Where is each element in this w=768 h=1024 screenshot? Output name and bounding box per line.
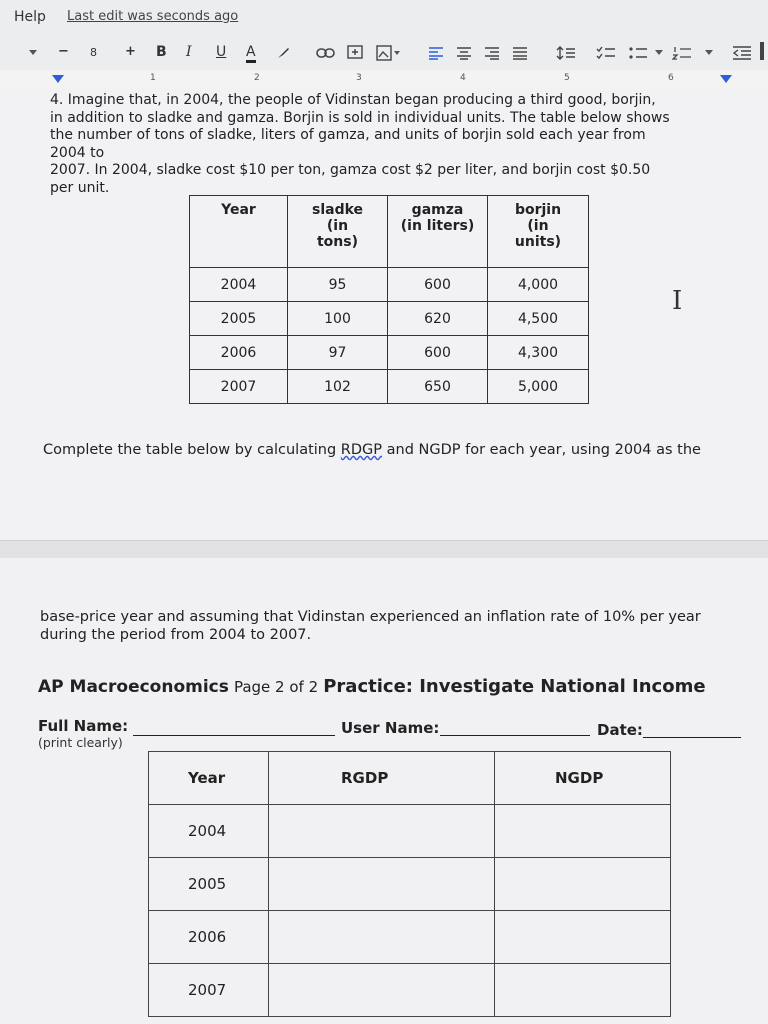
instruction-line: during the period from 2004 to 2007. [40, 626, 312, 643]
misspelled-word[interactable]: RDGP [340, 442, 383, 458]
date-field[interactable] [643, 737, 741, 738]
table-cell: 650 [388, 370, 488, 404]
italic-button[interactable]: I [186, 44, 192, 60]
menu-bar [0, 0, 768, 34]
column-header-year: Year [190, 196, 288, 268]
table-cell: 100 [288, 302, 388, 336]
insert-comment-icon[interactable] [347, 45, 363, 61]
toolbar [0, 36, 768, 70]
ngdp-answer-cell[interactable] [495, 858, 671, 911]
align-center-icon[interactable] [456, 46, 472, 60]
text-cursor-icon: I [672, 286, 683, 316]
toolbar-overflow-edge [760, 42, 764, 60]
document-page-2[interactable] [0, 558, 768, 1024]
rgdp-answer-cell[interactable] [269, 805, 495, 858]
full-name-label: Full Name: (print clearly) [38, 717, 129, 750]
date-label: Date: [597, 721, 643, 739]
table-row [190, 336, 589, 370]
assignment-title: Practice: Investigate National Income [323, 676, 706, 697]
font-size-decrease-button[interactable]: − [58, 44, 69, 59]
align-justify-icon[interactable] [512, 46, 528, 60]
help-menu[interactable]: Help [14, 9, 46, 25]
full-name-field[interactable] [133, 735, 335, 736]
ruler-mark: 6 [668, 73, 674, 83]
numbered-list-icon[interactable] [672, 46, 692, 60]
font-size-field[interactable]: 8 [90, 46, 97, 59]
document-page-1[interactable] [0, 88, 768, 540]
rgdp-answer-cell[interactable] [269, 858, 495, 911]
question-line: 2004 to [50, 144, 105, 161]
ruler-mark: 4 [460, 73, 466, 83]
ruler-mark: 3 [356, 73, 362, 83]
table-row [190, 268, 589, 302]
question-line: 2007. In 2004, sladke cost $10 per ton, gamza cost $2 per liter, and borjin cost $0.50 [50, 162, 651, 178]
column-header-sladke: sladke (in tons) [288, 196, 388, 268]
table-row [190, 302, 589, 336]
bulleted-list-icon[interactable] [628, 46, 648, 60]
table-cell: 600 [388, 268, 488, 302]
table-row [149, 805, 671, 858]
last-edit-link[interactable]: Last edit was seconds ago [67, 9, 239, 24]
page-heading [38, 676, 706, 697]
instruction-part: Complete the table below by calculating [43, 442, 341, 458]
font-size-increase-button[interactable]: + [125, 44, 136, 59]
rgdp-answer-cell[interactable] [269, 964, 495, 1017]
question-line: 4. Imagine that, in 2004, the people of Vidinstan began producing a third good, borjin, [50, 92, 656, 108]
table-header-row [149, 752, 671, 805]
user-name-label: User Name: [341, 719, 440, 737]
table-cell: 4,300 [488, 336, 589, 370]
text-color-button[interactable]: A [246, 44, 256, 63]
bulleted-list-dropdown-icon[interactable] [654, 49, 664, 57]
line-spacing-icon[interactable] [556, 46, 576, 60]
question-text [50, 92, 715, 197]
table-cell: 2006 [149, 911, 269, 964]
bold-button[interactable]: B [156, 44, 167, 60]
question-line: per unit. [50, 179, 110, 196]
page-number: Page 2 of 2 [233, 678, 319, 696]
checklist-icon[interactable] [596, 46, 616, 60]
table-cell: 95 [288, 268, 388, 302]
table-cell: 2006 [190, 336, 288, 370]
column-header-borjin: borjin (in units) [488, 196, 589, 268]
right-indent-marker[interactable] [720, 75, 732, 83]
numbered-list-dropdown-icon[interactable] [704, 49, 714, 57]
table-cell: 620 [388, 302, 488, 336]
table-row [149, 911, 671, 964]
instruction-part: and NGDP for each year, using 2004 as the [382, 442, 701, 458]
question-line: in addition to sladke and gamza. Borjin is sold in individual units. The table below shows [50, 109, 670, 126]
insert-image-icon[interactable] [376, 45, 402, 61]
link-icon[interactable] [316, 47, 336, 59]
page-break [0, 540, 768, 560]
gdp-table [148, 751, 671, 1017]
ruler-mark: 5 [564, 73, 570, 83]
ngdp-answer-cell[interactable] [495, 911, 671, 964]
column-header-ngdp: NGDP [495, 752, 671, 805]
table-cell: 5,000 [488, 370, 589, 404]
user-name-field[interactable] [440, 735, 590, 736]
highlight-pen-icon[interactable] [276, 47, 290, 59]
column-header-year: Year [149, 752, 269, 805]
table-cell: 4,000 [488, 268, 589, 302]
table-cell: 4,500 [488, 302, 589, 336]
table-cell: 2007 [149, 964, 269, 1017]
table-cell: 2007 [190, 370, 288, 404]
ngdp-answer-cell[interactable] [495, 805, 671, 858]
table-row [149, 858, 671, 911]
left-indent-marker[interactable] [52, 75, 64, 83]
instruction-line: base-price year and assuming that Vidinstan experienced an inflation rate of 10% per year [40, 609, 701, 625]
table-cell: 97 [288, 336, 388, 370]
print-clearly-note: (print clearly) [38, 735, 123, 750]
question-line: the number of tons of sladke, liters of gamza, and units of borjin sold each year from [50, 127, 646, 143]
course-title: AP Macroeconomics [38, 677, 229, 697]
table-row [190, 370, 589, 404]
align-left-icon[interactable] [428, 46, 444, 60]
table-cell: 2004 [149, 805, 269, 858]
table-row [149, 964, 671, 1017]
table-header-row [190, 196, 589, 268]
table-cell: 102 [288, 370, 388, 404]
column-header-gamza: gamza (in liters) [388, 196, 488, 268]
ruler-mark: 2 [254, 73, 260, 83]
table-cell: 600 [388, 336, 488, 370]
align-right-icon[interactable] [484, 46, 500, 60]
ngdp-answer-cell[interactable] [495, 964, 671, 1017]
column-header-rgdp: RGDP [269, 752, 495, 805]
instruction-text [43, 442, 701, 458]
decrease-indent-icon[interactable] [732, 46, 752, 60]
ruler-mark: 1 [150, 73, 156, 83]
table-cell: 2004 [190, 268, 288, 302]
production-table [189, 195, 589, 404]
instruction-continuation [40, 609, 740, 644]
underline-button[interactable]: U [216, 44, 227, 60]
rgdp-answer-cell[interactable] [269, 911, 495, 964]
table-cell: 2005 [149, 858, 269, 911]
table-cell: 2005 [190, 302, 288, 336]
ruler[interactable] [0, 70, 768, 88]
dropdown-caret-icon[interactable] [28, 49, 38, 57]
